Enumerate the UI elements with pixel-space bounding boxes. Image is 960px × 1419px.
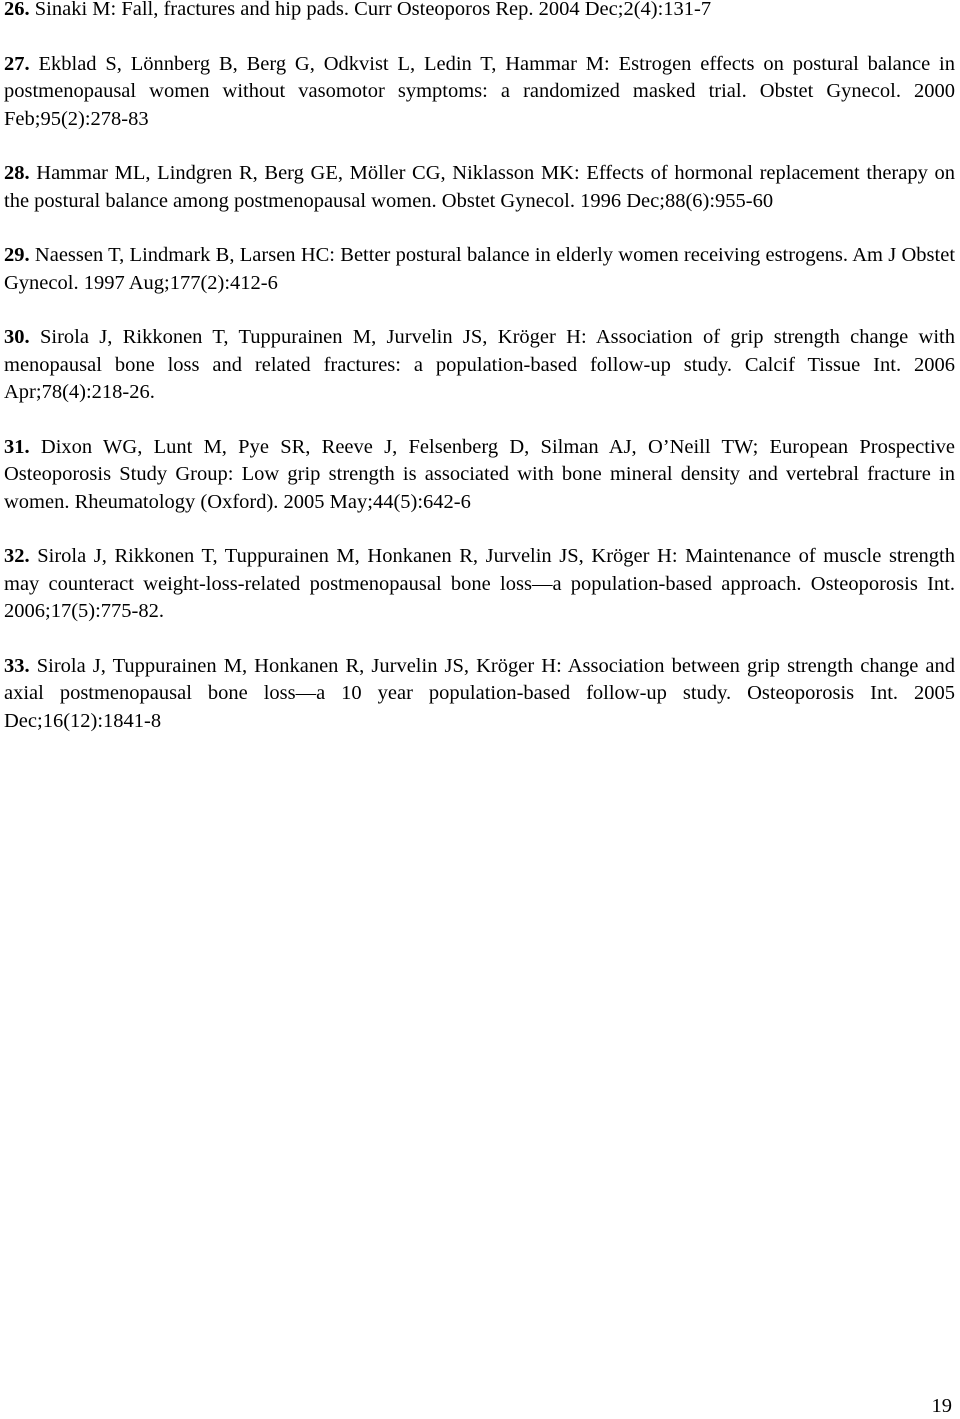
reference-28 (4, 160, 955, 215)
reference-30 (4, 324, 955, 407)
page-number: 19 (931, 1395, 952, 1417)
reference-text: Sirola J, Rikkonen T, Tuppurainen M, Honkanen R, Jurvelin JS, Kröger H: Maintenance of muscle strength may counteract weight-loss-related postmenopausal bone loss—a population-based approach. Osteoporosis Int. 2006;17(5):775-82. (4, 545, 955, 622)
reference-text: Hammar ML, Lindgren R, Berg GE, Möller CG, Niklasson MK: Effects of hormonal replacement therapy on the postural balance among postmenopausal women. Obstet Gynecol. 1996 Dec;88(6):955-60 (4, 162, 956, 212)
reference-27 (4, 51, 955, 134)
reference-number: 29. (4, 244, 30, 266)
reference-number: 30. (4, 326, 30, 348)
reference-text: Sirola J, Rikkonen T, Tuppurainen M, Jurvelin JS, Kröger H: Association of grip strength change with menopausal bone loss and related fractures: a population-based follow-up study. Calcif Tissue Int. 2006 Apr;78(4):218-26. (4, 326, 956, 403)
reference-33 (4, 653, 955, 736)
reference-32 (4, 543, 955, 626)
reference-number: 26. (4, 0, 30, 20)
reference-26 (4, 0, 955, 24)
reference-text: Sirola J, Tuppurainen M, Honkanen R, Jurvelin JS, Kröger H: Association between grip strength change and axial postmenopausal bone loss—a 10 year population-based follow-up study. Osteoporosis Int. 2005 Dec;16(12):1841-8 (4, 654, 955, 732)
reference-text: Ekblad S, Lönnberg B, Berg G, Odkvist L, Ledin T, Hammar M: Estrogen effects on postural balance in postmenopausal women without vasomotor symptoms: a randomized masked trial. Obstet Gynecol. 2000 Feb;95(2):278-83 (4, 52, 956, 130)
reference-number: 28. (4, 162, 30, 184)
reference-number: 33. (4, 654, 30, 677)
reference-number: 31. (4, 435, 30, 458)
reference-number: 32. (4, 545, 30, 567)
reference-text: Dixon WG, Lunt M, Pye SR, Reeve J, Felsenberg D, Silman AJ, O’Neill TW; European Prospective Osteoporosis Study Group: Low grip strength is associated with bone mineral density and vertebral fracture in women. Rheumatology (Oxford). 2005 May;44(5):642-6 (4, 435, 955, 513)
reference-text: Naessen T, Lindmark B, Larsen HC: Better postural balance in elderly women receiving estrogens. Am J Obstet Gynecol. 1997 Aug;177(2):412-6 (4, 244, 956, 294)
reference-29 (4, 242, 955, 297)
reference-list (4, 0, 955, 762)
reference-31 (4, 434, 955, 517)
reference-text: Sinaki M: Fall, fractures and hip pads. Curr Osteoporos Rep. 2004 Dec;2(4):131-7 (34, 0, 712, 20)
reference-number: 27. (4, 52, 30, 75)
